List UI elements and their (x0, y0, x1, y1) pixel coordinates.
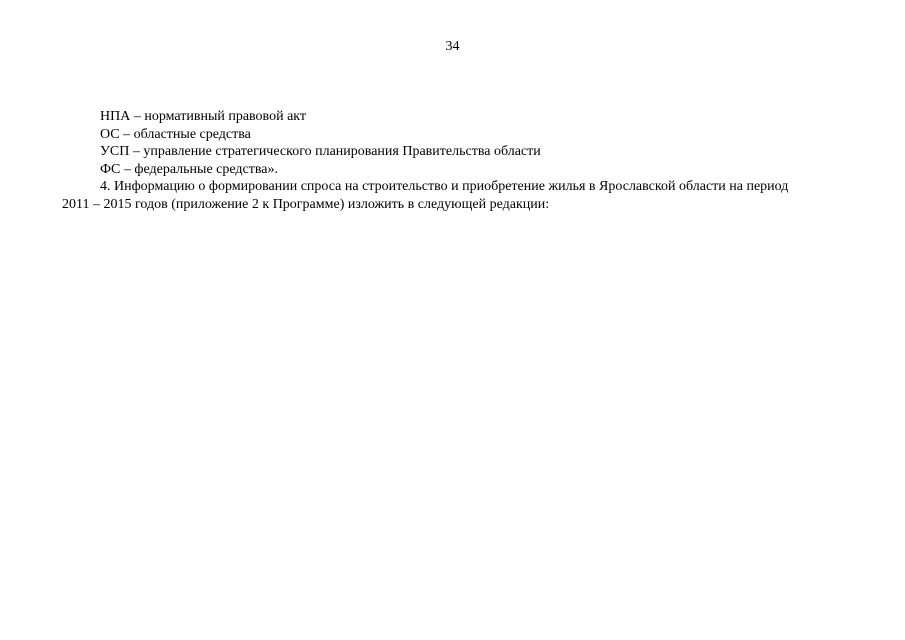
document-body (62, 108, 852, 213)
abbreviation-npa: НПА – нормативный правовой акт (100, 109, 307, 124)
page-number: 34 (445, 39, 460, 54)
abbreviation-os: ОС – областные средства (100, 126, 251, 142)
paragraph-4-line-2: 2011 – 2015 годов (приложение 2 к Программе) изложить в следующей редакции: (62, 196, 550, 212)
abbreviation-fs: ФС – федеральные средства». (100, 161, 278, 177)
abbreviation-usp: УСП – управление стратегического планирования Правительства области (100, 144, 541, 159)
paragraph-4-line-1: 4. Информацию о формировании спроса на строительство и приобретение жилья в Ярославской области на период (100, 179, 789, 194)
paragraph-4 (62, 178, 852, 213)
